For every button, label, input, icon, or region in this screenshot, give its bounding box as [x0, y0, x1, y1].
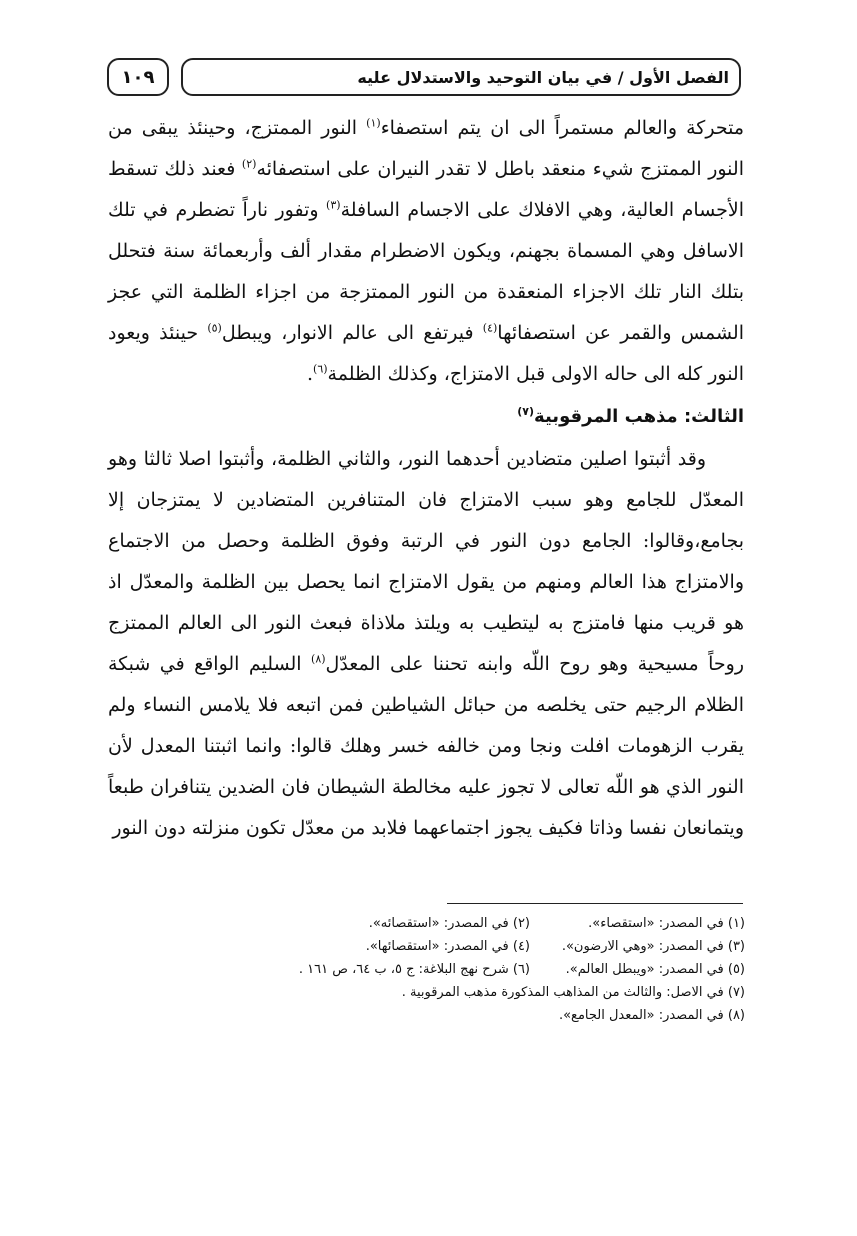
footnote-4: (٤) في المصدر: «استقصائها». — [365, 939, 530, 954]
footnote-ref-6: (٦) — [313, 362, 328, 376]
footnote-6: (٦) شرح نهج البلاغة: ج ٥، ب ٦٤، ص ١٦١ . — [298, 962, 530, 977]
footnote-ref-5: (٥) — [207, 321, 222, 335]
footnote-1: (١) في المصدر: «استقصاء». — [588, 916, 745, 931]
paragraph-text: فيرتفع الى عالم الانوار، ويبطل — [221, 322, 483, 344]
section-heading — [108, 395, 744, 439]
footnote-ref-8: (٨) — [311, 652, 326, 666]
footnote-ref-4: (٤) — [482, 321, 498, 335]
footnote-3: (٣) في المصدر: «وهي الارضون». — [561, 939, 745, 954]
footnote-ref-7: (٧) — [517, 405, 535, 418]
main-text — [108, 108, 744, 849]
paragraph-text: وتفور ناراً تضطرم في تلك الاسافل وهي المسماة بجهنم، ويكون الاضطرام مقدار ألف وأربعمائة سنة فتحلل بتلك النار تلك الاجزاء المنعقدة من النور الممتزجة من اجزاء الظلمة التي عجز الشمس والقمر عن استصفائها — [108, 199, 745, 344]
paragraph-text: وقد أثبتوا اصلين متضادين أحدهما النور، والثاني الظلمة، وأثبتوا اصلا ثالثا وهو المعدّل للجامع وهو سبب الامتزاج فان المتنافرين المتضادين لا يمتزجان إلا بجامع،وقالوا: الجامع دون النور في الرتبة وفوق الظلمة وحصل من الاجتماع والامتزاج هذا العالم ومنهم من يقول الامتزاج انما يحصل بين الظلمة والمعدّل اذ هو قريب منها فامتزج به ليتطيب به ويلتذ ملاذاة فبعث النور الى العالم الممتزج روحاً مسيحية وهو روح اللّه وابنه تحننا على المعدّل — [108, 448, 744, 675]
running-header — [107, 58, 741, 100]
chapter-title-box — [181, 58, 741, 96]
paragraph-text: . — [306, 363, 314, 385]
footnote-7: (٧) في الاصل: والثالث من المذاهب المذكورة مذهب المرقوبية . — [401, 985, 745, 1000]
paragraph-text: السليم الواقع في شبكة الظلام الرجيم حتى يخلصه من حبائل الشياطين فمن اتبعه فلا يلامس النساء ولم يقرب الزهومات افلت ونجا ومن خالفه خسر وهلك قالوا: وانما اثبتنا المعدل لأن النور الذي هو اللّه تعالى لا تجوز عليه مخالطة الشيطان فان الضدين يتنافران طبعاً ويتمانعان نفسا وذاتا فكيف يجوز اجتماعهما فلابد من معدّل تكون منزلته دون النور — [108, 653, 744, 839]
footnote-ref-1: (١) — [366, 116, 381, 130]
paragraph-text: فعند ذلك تسقط الأجسام العالية، وهي الافلاك على الاجسام السافلة — [108, 158, 745, 221]
footnote-5: (٥) في المصدر: «ويبطل العالم». — [565, 962, 745, 977]
chapter-title: الفصل الأول / في بيان التوحيد والاستدلال عليه — [357, 67, 729, 87]
footnote-2: (٢) في المصدر: «استقصائه». — [368, 916, 530, 931]
page-number: ١٠٩ — [121, 66, 155, 88]
section-heading-text: الثالث: مذهب المرقوبية — [534, 406, 744, 427]
footnote-8: (٨) في المصدر: «المعدل الجامع». — [558, 1008, 745, 1023]
footnote-divider — [447, 903, 743, 904]
paragraph-text: النور الممتزج، وحينئذ يبقى من النور الممتزج شيء منعقد باطل لا تقدر النيران على استصفائه — [108, 117, 744, 180]
footnotes — [160, 912, 745, 1027]
paragraph-text: حينئذ ويعود النور كله الى حاله الاولى قبل الامتزاج، وكذلك الظلمة — [108, 322, 744, 385]
page-number-box — [107, 58, 169, 96]
footnote-ref-3: (٣) — [326, 198, 341, 212]
footnote-ref-2: (٢) — [241, 157, 257, 171]
paragraph-text: متحركة والعالم مستمراً الى ان يتم استصفاء — [380, 117, 744, 139]
paragraph-1 — [108, 108, 744, 395]
paragraph-2 — [108, 439, 744, 849]
